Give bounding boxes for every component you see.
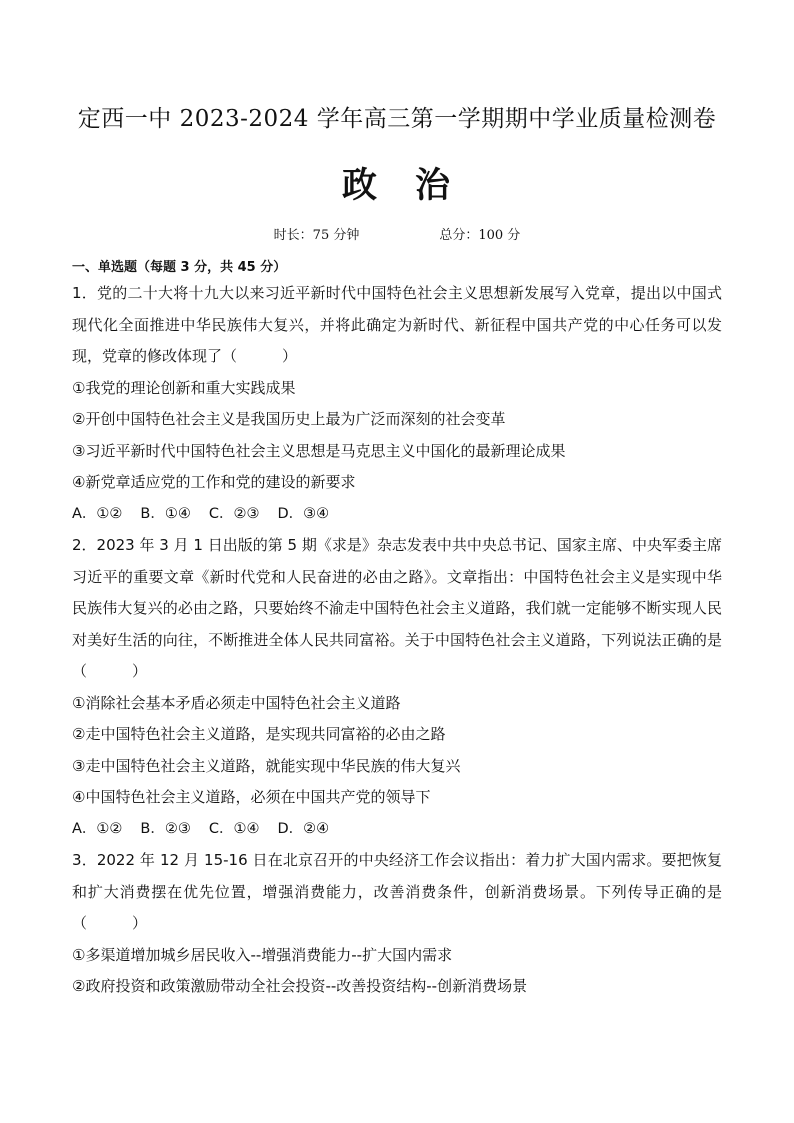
exam-meta <box>0 224 794 243</box>
exam-total-score: 总分：100 分 <box>439 228 521 243</box>
choice-b: B．②③ <box>140 820 191 837</box>
choice-d: D．③④ <box>277 505 330 522</box>
question-stem: 3．2022 年 12 月 15-16 日在北京召开的中央经济工作会议指出：着力扩大国内需求。要把恢复和扩大消费摆在优先位置，增强消费能力，改善消费条件，创新消费场景。下列传导正确的是（ ） <box>72 851 722 932</box>
exam-title: 定西一中 2023-2024 学年高三第一学期期中学业质量检测卷 <box>77 106 717 132</box>
question-1 <box>72 278 722 530</box>
question-option: ①消除社会基本矛盾必须走中国特色社会主义道路 <box>72 693 401 712</box>
choice-c: C．②③ <box>208 505 260 522</box>
question-2 <box>72 530 722 845</box>
question-list <box>72 278 722 1003</box>
question-stem: 2．2023 年 3 月 1 日出版的第 5 期《求是》杂志发表中共中央总书记、国家主席、中央军委主席习近平的重要文章《新时代党和人民奋进的必由之路》。文章指出：中国特色社会主义是实现中华民族伟大复兴的必由之路，只要始终不渝走中国特色社会主义道路，我们就一定能够不断实现人民对美好生活的向往，不断推进全体人民共同富裕。关于中国特色社会主义道路，下列说法正确的是（ ） <box>72 536 722 680</box>
question-option: ②走中国特色社会主义道路，是实现共同富裕的必由之路 <box>72 725 446 743</box>
question-option: ③习近平新时代中国特色社会主义思想是马克思主义中国化的最新理论成果 <box>72 441 566 460</box>
subject-char-2: 治 <box>415 165 453 206</box>
subject-char-1: 政 <box>341 165 379 206</box>
question-option: ②开创中国特色社会主义是我国历史上最为广泛而深刻的社会变革 <box>72 410 506 428</box>
question-option: ③走中国特色社会主义道路，就能实现中华民族的伟大复兴 <box>72 756 461 775</box>
question-option: ④新党章适应党的工作和党的建设的新要求 <box>72 473 356 491</box>
choice-b: B．①④ <box>140 505 191 522</box>
question-option: ④中国特色社会主义道路，必须在中国共产党的领导下 <box>72 788 431 806</box>
section-heading: 一、单选题（每题 3 分，共 45 分） <box>72 260 287 275</box>
answer-choices <box>72 814 722 846</box>
question-option: ②政府投资和政策激励带动全社会投资--改善投资结构--创新消费场景 <box>72 977 528 995</box>
subject-title <box>0 158 794 208</box>
exam-duration: 时长：75 分钟 <box>273 228 360 243</box>
choice-d: D．②④ <box>277 820 330 837</box>
question-3 <box>72 845 722 1003</box>
question-option: ①我党的理论创新和重大实践成果 <box>72 378 296 397</box>
choice-a: A．①② <box>72 505 123 522</box>
question-stem: 1．党的二十大将十九大以来习近平新时代中国特色社会主义思想新发展写入党章，提出以中国式现代化全面推进中华民族伟大复兴，并将此确定为新时代、新征程中国共产党的中心任务可以发现，党章的修改体现了（ ） <box>72 284 722 365</box>
question-option: ①多渠道增加城乡居民收入--增强消费能力--扩大国内需求 <box>72 945 453 964</box>
answer-choices <box>72 499 722 531</box>
choice-a: A．①② <box>72 820 123 837</box>
choice-c: C．①④ <box>208 820 260 837</box>
